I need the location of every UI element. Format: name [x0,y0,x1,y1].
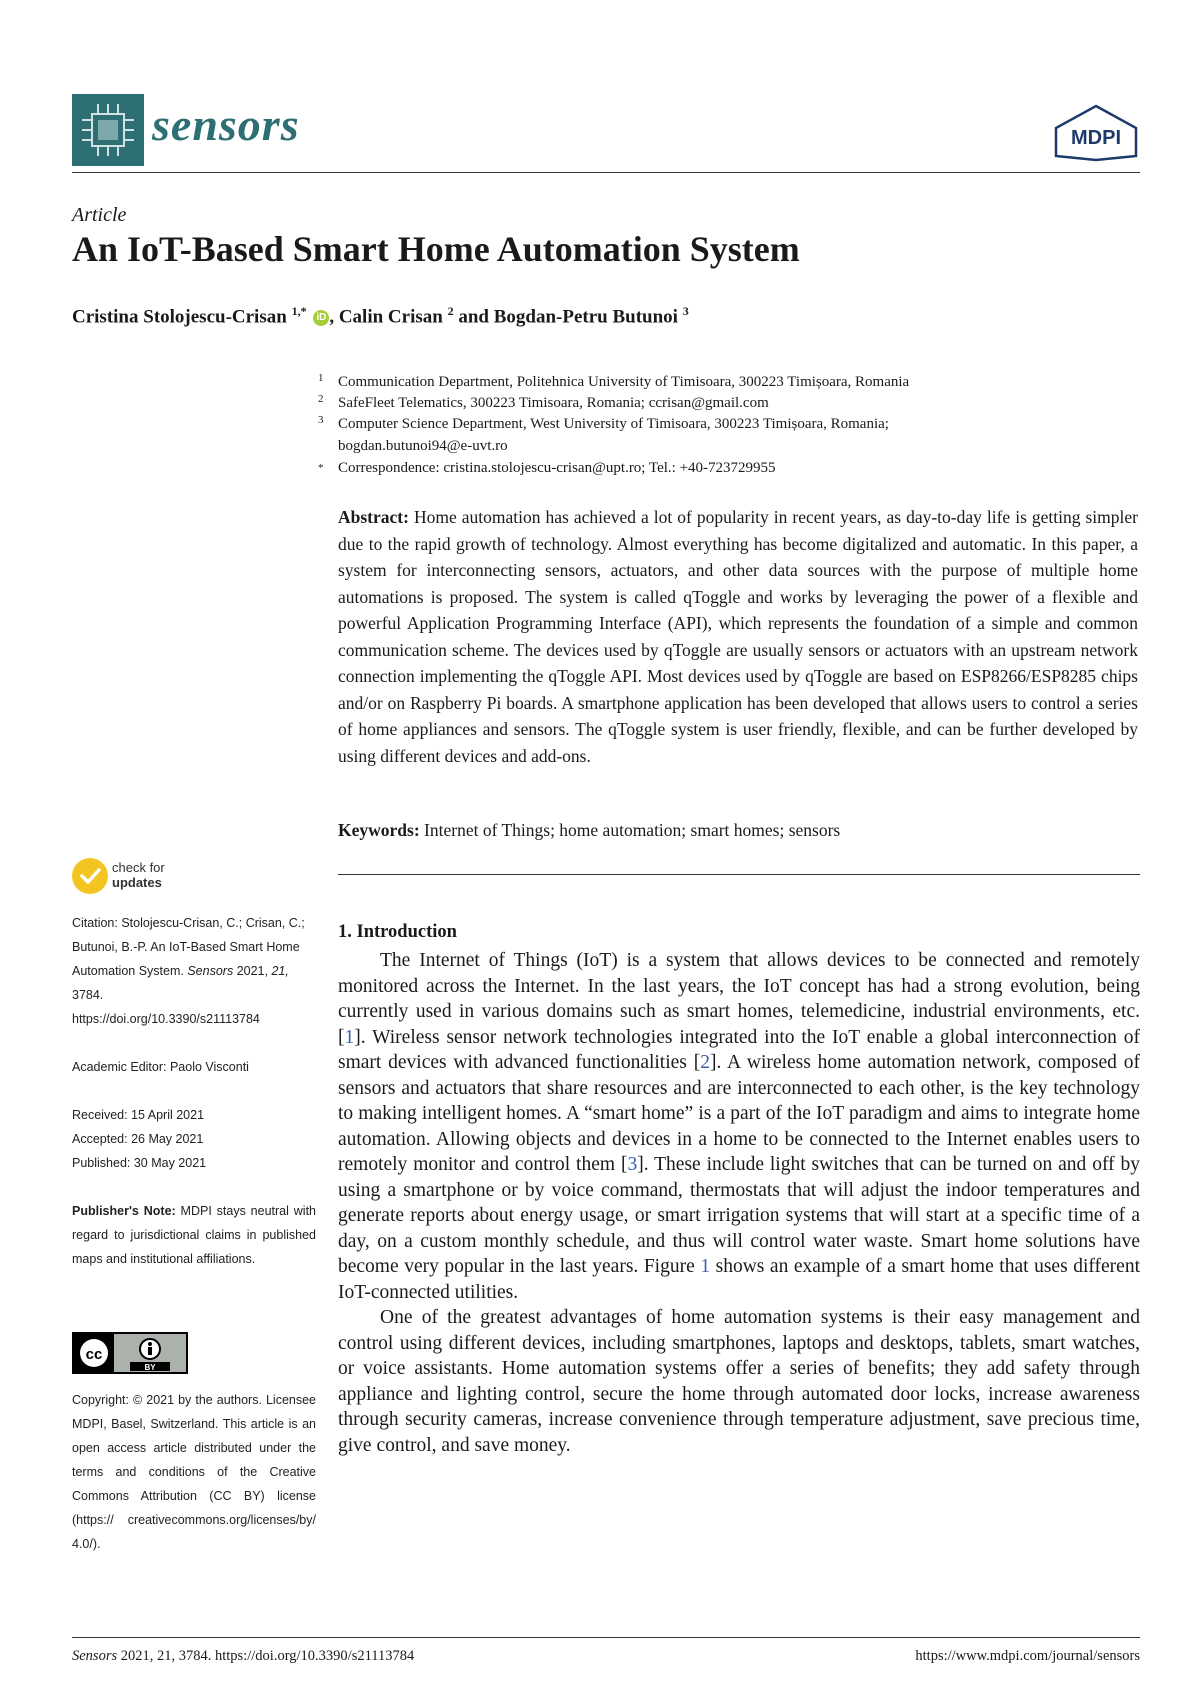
cc-by-license-badge[interactable] [72,1332,188,1374]
article-title: An IoT-Based Smart Home Automation System [72,229,800,269]
header-divider [72,172,1140,173]
reference-link[interactable]: 1 [344,1026,355,1048]
orcid-icon[interactable]: iD [313,310,329,326]
citation-doi-link[interactable]: https://doi.org/10.3390/s21113784 [72,1012,260,1026]
reference-link[interactable]: 3 [627,1154,638,1175]
publisher-note: Publisher's Note: MDPI stays neutral with regard to jurisdictional claims in published maps and institutional affiliations. [72,1204,316,1266]
paragraph: One of the greatest advantages of home automation systems is their easy management and control using different devices, including smartphones, laptops and desktops, tablets, smart watches, or voice assistants. Home automation systems offer a series of benefits; they add safety through appliance and lighting control, secure the home through automated door locks, increase awareness through security cameras, increase convenience through temperature adjustment, save precious time, give control, and save money. [338,1307,1140,1456]
copyright-notice: Copyright: © 2021 by the authors. Licensee MDPI, Basel, Switzerland. This article is an open access article distributed under the terms and conditions of the Creative Commons Attribution (CC BY) license (https:// creativecommons.org/licenses/by/ 4.0/). [72,1393,316,1551]
introduction-body [338,948,1140,1458]
abstract-text: Home automation has achieved a lot of popularity in recent years, as day-to-day life is getting simpler due to the rapid growth of technology. Almost everything has become digitalized and automatic. In this paper, a system for interconnecting sensors, actuators, and other data sources with the purpose of multiple home automations is proposed. The system is called qToggle and works by leveraging the power of a flexible and powerful Application Programming Interface (API), which represents the foundation of a simple and common communication scheme. The devices used by qToggle are usually sensors or actuators with an upstream network connection implementing the qToggle API. Most devices used by qToggle are based on ESP8266/ESP8285 chips and/or on Raspberry Pi boards. A smartphone application has been developed that allows users to control a series of home appliances and sensors. The qToggle system is user friendly, flexible, and can be further developed by using different devices and add-ons. [338,507,1138,766]
journal-logo [72,94,144,166]
abstract [338,504,1138,769]
author-name[interactable]: Calin Crisan [338,306,443,328]
mdpi-logo [1052,104,1140,162]
author-affiliation: 3 [682,304,689,318]
received-date: Received: 15 April 2021 [72,1108,205,1122]
mdpi-logo-text: MDPI [1071,127,1121,149]
figure-link[interactable]: 1 [700,1256,711,1277]
publication-dates [72,1103,316,1175]
author-affiliation: 1,* [291,304,307,318]
check-for-updates-button[interactable]: check for updates [72,858,212,898]
author-affiliation: 2 [447,304,454,318]
published-date: Published: 30 May 2021 [72,1156,207,1170]
chip-icon [72,94,144,166]
svg-text:cc: cc [85,1346,103,1363]
author-list: Cristina Stolojescu-Crisan $^{1,*}$ iD , Calin Crisan $^2$ and Bogdan-Petru Butunoi $^3$ [72,304,689,328]
abstract-label: Abstract: [338,507,409,527]
correspondence: * Correspondence: cristina.stolojescu-crisan@upt.ro; Tel.: +40-723729955 [318,460,776,476]
footer-journal-url[interactable]: https://www.mdpi.com/journal/sensors [915,1648,1140,1664]
keywords-text: Internet of Things; home automation; smart homes; sensors [424,820,841,840]
check-icon [72,858,108,894]
keywords [338,820,1138,841]
citation: Citation: Stolojescu-Crisan, C.; Crisan, C.; Butunoi, B.-P. An IoT-Based Smart Home Automation System. Sensors 2021, 21, 3784. https://doi.org/10.3390/s21113784 [72,911,316,1031]
affiliation: 2 SafeFleet Telematics, 300223 Timisoara, Romania; ccrisan@gmail.com [318,393,769,411]
affiliation: bogdan.butunoi94@e-uvt.ro [338,438,508,454]
cc-by-text: BY [144,1363,156,1372]
author-name[interactable]: Bogdan-Petru Butunoi [493,306,678,328]
keywords-label: Keywords: [338,820,420,840]
abstract-divider [338,874,1140,875]
accepted-date: Accepted: 26 May 2021 [72,1132,204,1146]
author-name[interactable]: Cristina Stolojescu-Crisan [72,306,287,328]
paragraph: The Internet of Things (IoT) is a system that allows devices to be connected and remotely monitored across the Internet. In the last years, the IoT concept has had a strong evolution, being currently used in various domains such as smart homes, telemedicine, industrial environments, etc. [1]. Wireless sensor network technologies integrated into the IoT enable a global interconnection of smart devices with advanced functionalities [2]. A wireless home automation network, composed of sensors and actuators that share resources and are interconnected to each other, is the key technology to making intelligent homes. A “smart home” is a part of the IoT paradigm and aims to integrate home automation. Allowing objects and devices in a home to be connected to the Internet enables users to remotely monitor and control them [3]. These include light switches that can be turned on and off by using a smartphone or by voice command, thermostats that will adjust the indoor temperatures and generate reports about energy usage, or smart irrigation systems that will start at a specific time of a day, on a custom monthly schedule, and thus will control water waste. Smart home solutions have become very popular in the last years. Figure 1 shows an example of a smart home that uses different IoT-connected utilities. [338,950,1140,1303]
footer-citation: Sensors 2021, 21, 3784. https://doi.org/10.3390/s21113784 [72,1648,415,1664]
affiliation: 1 Communication Department, Politehnica University of Timisoara, 300223 Timișoara, Romania [318,372,910,390]
article-type: Article [72,204,127,226]
reference-link[interactable]: 2 [700,1052,710,1073]
footer-divider [72,1637,1140,1638]
section-heading: 1. Introduction [338,922,457,942]
academic-editor: Academic Editor: Paolo Visconti [72,1060,249,1074]
journal-name: sensors [152,99,300,150]
affiliation: 3 Computer Science Department, West University of Timisoara, 300223 Timișoara, Romania; [318,414,889,432]
